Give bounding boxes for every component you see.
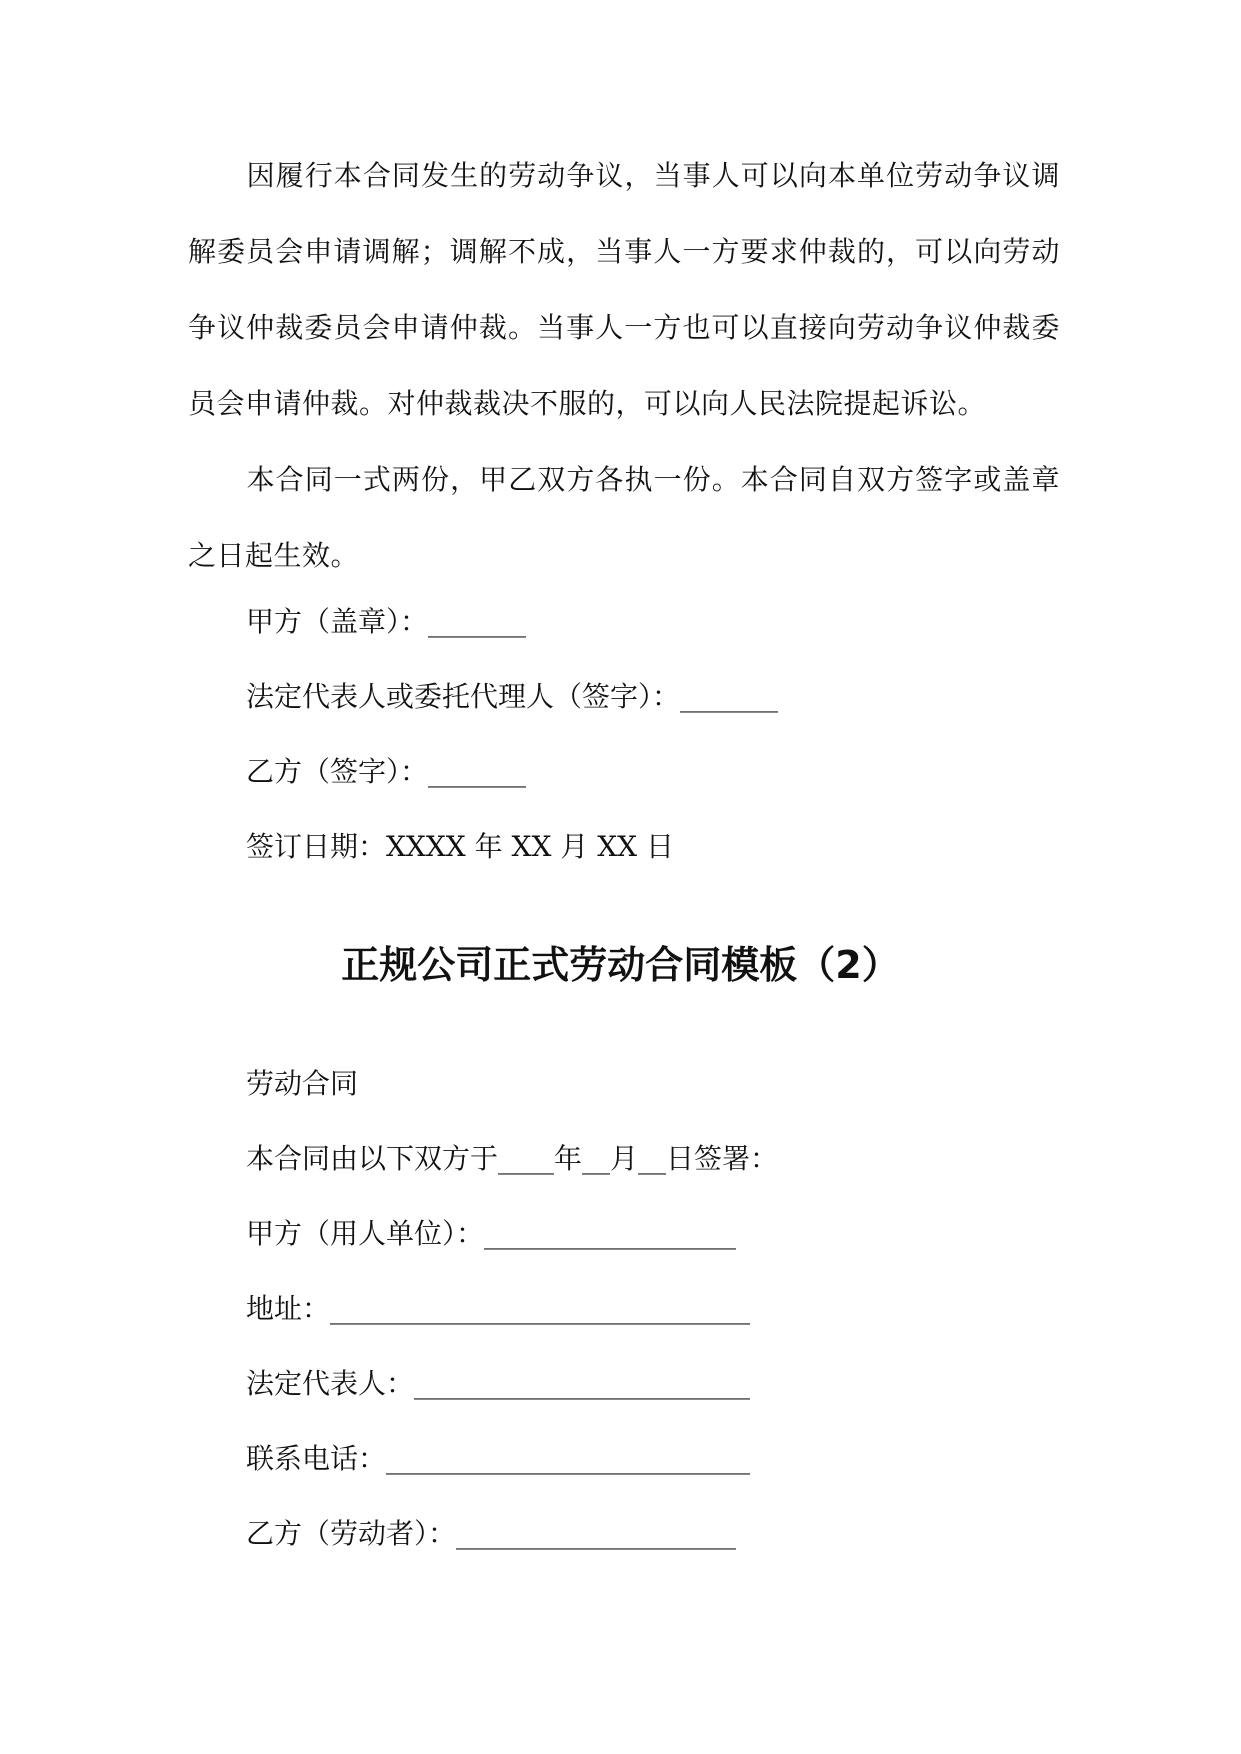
paragraph-copies-text: 本合同一式两份，甲乙双方各执一份。本合同自双方签字或盖章之日起生效。 [188, 463, 1060, 572]
section-title: 正规公司正式劳动合同模板（2） [341, 943, 900, 987]
paragraph-dispute-text: 因履行本合同发生的劳动争议，当事人可以向本单位劳动争议调解委员会申请调解；调解不成，当事人一方要求仲裁的，可以向劳动争议仲裁委员会申请仲裁。当事人一方也可以直接向劳动争议仲裁委员会申请仲裁。对仲裁裁决不服的，可以向人民法院提起诉讼。 [188, 159, 1060, 420]
paragraph-copies [188, 442, 1060, 594]
contract-heading: 劳动合同 [246, 1067, 359, 1100]
employer-field-line: 甲方（用人单位）：__________________ [246, 1217, 737, 1250]
address-field-line: 地址：______________________________ [246, 1292, 751, 1325]
signing-date-blank-line: 本合同由以下双方于____年__月__日签署： [246, 1142, 779, 1175]
party-a-seal-line: 甲方（盖章）：_______ [246, 605, 527, 638]
party-b-signature-line: 乙方（签字）：_______ [246, 755, 527, 788]
legal-rep-field-line: 法定代表人：________________________ [246, 1367, 751, 1400]
paragraph-dispute [188, 138, 1060, 442]
legal-rep-signature-line: 法定代表人或委托代理人（签字）：_______ [246, 680, 779, 713]
phone-field-line: 联系电话：__________________________ [246, 1442, 751, 1475]
signing-date-line: 签订日期：XXXX 年 XX 月 XX 日 [246, 830, 674, 863]
employee-field-line: 乙方（劳动者）：____________________ [246, 1517, 737, 1550]
